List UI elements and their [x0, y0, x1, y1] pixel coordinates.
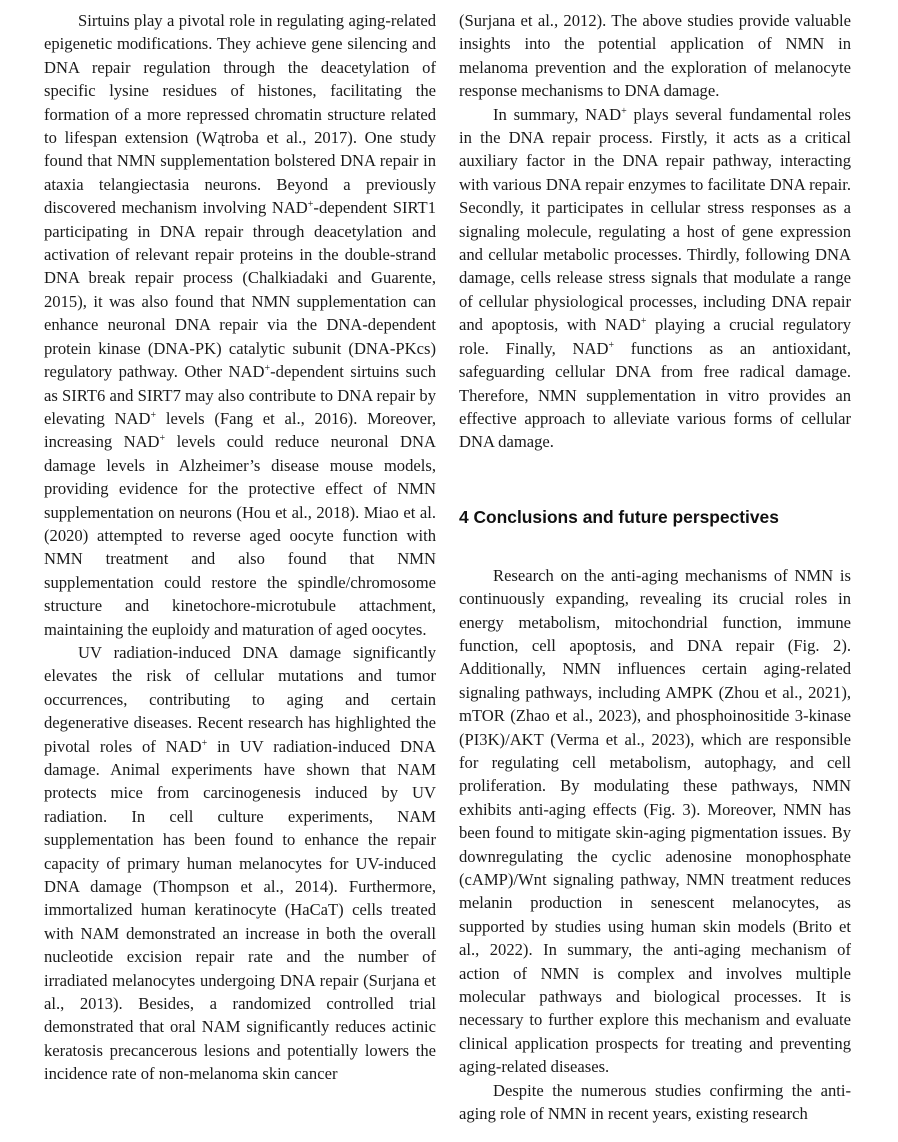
- superscript-plus: +: [640, 316, 647, 328]
- paragraph-summary: In summary, NAD+ plays several fundamental roles in the DNA repair process. Firstly, it acts as a critical auxiliary factor in the DNA repair pathway, interacting with various DNA repair enzymes to facilitate DNA repair. Secondly, it participates in cellular stress responses as a signaling molecule, regulating a host of gene expression and cellular metabolic processes. Thirdly, following DNA damage, cells release stress signals that modulate a range of cellular physiological processes, including DNA repair and apoptosis, with NAD+ playing a crucial regulatory role. Finally, NAD+ functions as an antioxidant, safeguarding cellular DNA from free radical damage. Therefore, NMN supplementation in vitro provides an effective approach to alleviate various forms of cellular DNA damage.: [459, 104, 851, 452]
- superscript-plus: +: [307, 199, 314, 211]
- paragraph-sirtuins: Sirtuins play a pivotal role in regulating aging-related epigenetic modifications. They achieve gene silencing and DNA repair regulation through the deacetylation of specific lysine residues of histones, facilitating the formation of a more repressed chromatin structure related to lifespan extension (Wątroba et al., 2017). One study found that NMN supplementation bolstered DNA repair in ataxia telangiectasia neurons. Beyond a previously discovered mechanism involving NAD+-dependent SIRT1 participating in DNA repair through deacetylation and activation of relevant repair proteins in the double-strand DNA break repair process (Chalkiadaki and Guarente, 2015), it was also found that NMN supplementation can enhance neuronal DNA repair via the DNA-dependent protein kinase (DNA-PK) catalytic subunit (DNA-PKcs) regulatory pathway. Other NAD+-dependent sirtuins such as SIRT6 and SIRT7 may also contribute to DNA repair by elevating NAD+ levels (Fang et al., 2016). Moreover, increasing NAD+ levels could reduce neuronal DNA damage levels in Alzheimer’s disease mouse models, providing evidence for the protective effect of NMN supplementation on neurons (Hou et al., 2018). Miao et al. (2020) attempted to reverse aged oocyte function with NMN treatment and also found that NMN supplementation could restore the spindle/chromosome structure and kinetochore-microtubule attachment, maintaining the euploidy and maturation of aged oocytes.: [44, 11, 436, 639]
- paragraph-conclusion: Research on the anti-aging mechanisms of NMN is continuously expanding, revealing its crucial roles in energy metabolism, mitochondrial function, immune function, cell apoptosis, and DNA repair (Fig. 2). Additionally, NMN influences certain aging-related signaling pathways, including AMPK (Zhou et al., 2021), mTOR (Zhao et al., 2023), and phosphoinositide 3-kinase (PI3K)/AKT (Verma et al., 2023), which are responsible for regulating cell metabolism, autophagy, and cell proliferation. By modulating these pathways, NMN exhibits anti-aging effects (Fig. 3). Moreover, NMN has been found to mitigate skin-aging pigmentation issues. By downregulating the cyclic adenosine monophosphate (cAMP)/Wnt signaling pathway, NMN treatment reduces melanin production in senescent melanocytes, as supported by studies using human skin models (Brito et al., 2022). In summary, the anti-aging mechanism of action of NMN is complex and involves multiple molecular pathways and biological processes. It is necessary to further explore this mechanism and evaluate clinical application prospects for treating and preventing aging-related diseases.: [459, 565, 851, 1077]
- superscript-plus: +: [264, 363, 271, 375]
- superscript-plus: +: [201, 737, 208, 749]
- superscript-plus: +: [159, 433, 166, 445]
- superscript-plus: +: [150, 409, 157, 421]
- superscript-plus: +: [608, 339, 615, 351]
- right-column: [459, 9, 851, 1125]
- paragraph-uv-radiation: UV radiation-induced DNA damage significantly elevates the risk of cellular mutations and tumor occurrences, contributing to aging and certain degenerative diseases. Recent research has highlighted the pivotal roles of NAD+ in UV radiation-induced DNA damage. Animal experiments have shown that NAM protects mice from carcinogenesis induced by UV radiation. In cell culture experiments, NAM supplementation has been found to enhance the repair capacity of primary human melanocytes for UV-induced DNA damage (Thompson et al., 2014). Furthermore, immortalized human keratinocyte (HaCaT) cells treated with NAM demonstrated an increase in both the overall nucleotide excision repair rate and the number of irradiated melanocytes undergoing DNA repair (Surjana et al., 2013). Besides, a randomized controlled trial demonstrated that oral NAM significantly reduces actinic keratosis precancerous lesions and potentially lowers the incidence rate of non-melanoma skin cancer: [44, 642, 437, 1084]
- paragraph-continuation: (Surjana et al., 2012). The above studies provide valuable insights into the potential application of NMN in melanoma prevention and the exploration of melanocyte response mechanisms to DNA damage.: [459, 11, 851, 101]
- left-column: [44, 9, 436, 1086]
- superscript-plus: +: [621, 105, 627, 117]
- section-heading: 4 Conclusions and future perspectives: [459, 506, 779, 527]
- paragraph-last: Despite the numerous studies confirming the anti-aging role of NMN in recent years, existing research: [459, 1080, 851, 1124]
